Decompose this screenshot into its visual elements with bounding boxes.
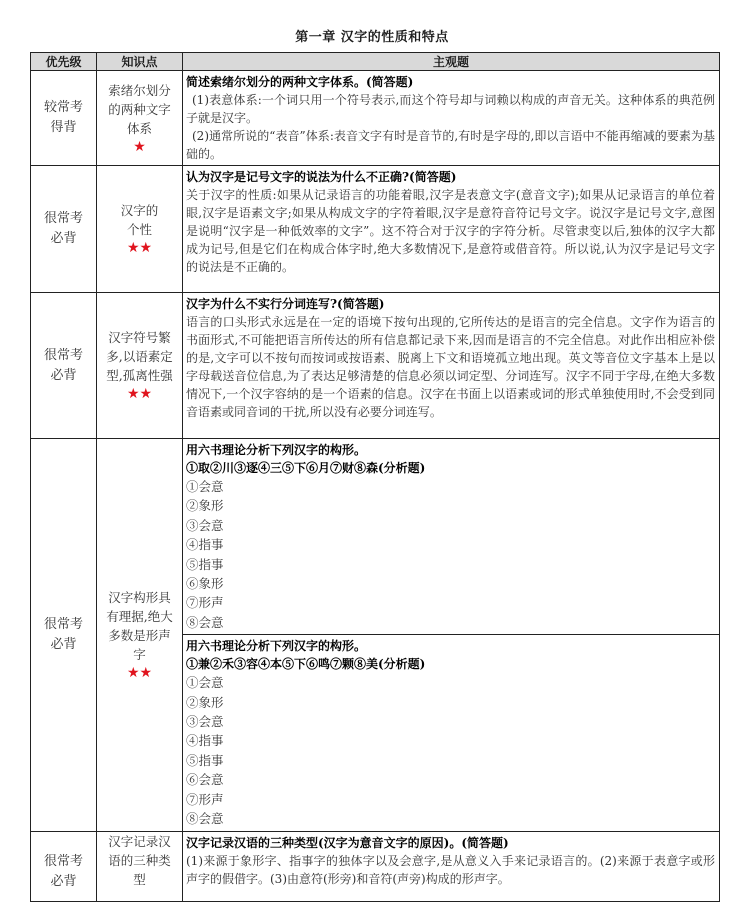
question-title: 简述索绪尔划分的两种文字体系。(简答题) bbox=[186, 75, 414, 89]
star-rating: ★ bbox=[133, 138, 146, 155]
answer-item: ⑤指事 bbox=[186, 752, 224, 768]
question-cell bbox=[183, 635, 720, 831]
answer-item: ⑧会意 bbox=[186, 811, 224, 827]
knowledge-label: 汉字记录汉语的三种类型 bbox=[108, 833, 171, 887]
knowledge-cell bbox=[97, 71, 183, 166]
priority-label: 很常考必背 bbox=[43, 347, 83, 383]
answer-paragraph: 关于汉字的性质:如果从记录语言的功能着眼,汉字是表意文字(意音文字);如果从记录语言的单位着眼,汉字是语素文字;如果从构成文字的字符着眼,汉字是意符音符记号文字。说汉字是记号文字,意图是说明“汉字是一种低效率的文字”。这不符合对于汉字的字符分析。尽管隶变以后,独体的汉字大都成为记号,但是它们在构成合体字时,绝大多数情况下,是意符或借音符。所以说,认为汉字是记号文字的说法是不正确的。 bbox=[186, 188, 715, 274]
answer-item: ④指事 bbox=[186, 733, 224, 749]
answer-item: ②象形 bbox=[186, 498, 224, 514]
table-row bbox=[31, 71, 720, 166]
answer-item: ⑥会意 bbox=[186, 772, 224, 788]
priority-label: 很常考必背 bbox=[43, 853, 83, 889]
answer-item: ⑦形声 bbox=[186, 595, 224, 611]
question-cell bbox=[183, 71, 720, 166]
answer-item: ①会意 bbox=[186, 675, 224, 691]
header-priority: 优先级 bbox=[31, 53, 97, 71]
question-cell bbox=[183, 166, 720, 293]
question-cell bbox=[183, 831, 720, 901]
answer-item: ⑧会意 bbox=[186, 614, 224, 630]
priority-label: 很常考必背 bbox=[43, 616, 83, 652]
knowledge-label: 汉字符号繁多,以语素定型,孤离性强 bbox=[106, 330, 173, 383]
answer-item: ④指事 bbox=[186, 537, 224, 553]
question-prompt: ①取②川③逐④三⑤下⑥月⑦财⑧森(分析题) bbox=[186, 461, 426, 475]
header-knowledge: 知识点 bbox=[97, 53, 183, 71]
answer-item: ③会意 bbox=[186, 517, 224, 533]
knowledge-cell bbox=[97, 439, 183, 832]
table-row bbox=[31, 831, 720, 901]
answer-item: ⑥象形 bbox=[186, 576, 224, 592]
priority-label: 较常考得背 bbox=[43, 100, 83, 135]
answer-paragraph: (2)通常所说的“表音”体系:表音文字有时是音节的,有时是字母的,即以言语中不能再缩减的要素为基础的。 bbox=[186, 129, 715, 161]
knowledge-cell bbox=[97, 831, 183, 901]
knowledge-cell bbox=[97, 293, 183, 439]
star-rating: ★★ bbox=[126, 240, 153, 256]
chapter-title: 第一章 汉字的性质和特点 bbox=[295, 30, 449, 45]
answer-item: ⑦形声 bbox=[186, 791, 224, 807]
table-header-row bbox=[31, 53, 720, 71]
knowledge-label: 索绪尔划分的两种文字体系 bbox=[108, 82, 171, 136]
answer-paragraph: (1)来源于象形字、指事字的独体字以及会意字,是从意义入手来记录语言的。(2)来源于表意字或形声字的假借字。(3)由意符(形旁)和音符(声旁)构成的形声字。 bbox=[186, 853, 715, 886]
knowledge-cell bbox=[97, 166, 183, 293]
answer-item: ③会意 bbox=[186, 714, 224, 730]
priority-cell bbox=[31, 439, 97, 832]
star-rating: ★★ bbox=[126, 664, 153, 681]
table-row bbox=[31, 293, 720, 439]
table-row bbox=[31, 166, 720, 293]
header-subjective: 主观题 bbox=[183, 53, 720, 71]
answer-item: ②象形 bbox=[186, 694, 224, 710]
answer-item: ①会意 bbox=[186, 479, 224, 494]
priority-cell bbox=[31, 831, 97, 901]
answer-paragraph: 语言的口头形式永远是在一定的语境下按句出现的,它所传达的是语言的完全信息。文字作为语言的书面形式,不可能把语言所传达的所有信息都记录下来,因而是语言的不完全信息。对此作出相应补偿的是,文字可以不按句而按词或按语素、脱离上下文和语境孤立地出现。英文等音位文字基本上是以字母载送音位信息,为了表达足够清楚的信息必须以词定型、分词连写。汉字不同于字母,在绝大多数情况下,一个汉字容纳的是一个语素的信息。汉字在书面上以语素或词的形式单独使用时,不会受到同音语素或同音词的干扰,所以没有必要分词连写。 bbox=[186, 315, 715, 419]
priority-cell bbox=[31, 293, 97, 439]
question-title: 汉字记录汉语的三种类型(汉字为意音文字的原因)。(简答题) bbox=[186, 835, 509, 850]
question-title: 用六书理论分析下列汉字的构形。 bbox=[186, 639, 367, 654]
answer-paragraph: (1)表意体系:一个词只用一个符号表示,而这个符号却与词赖以构成的声音无关。这种体系的典范例子就是汉字。 bbox=[186, 93, 715, 125]
question-cell bbox=[183, 293, 720, 439]
table-row bbox=[31, 439, 720, 635]
question-prompt: ①兼②禾③容④本⑤下⑥鸣⑦颗⑧美(分析题) bbox=[186, 657, 426, 672]
question-title: 用六书理论分析下列汉字的构形。 bbox=[186, 443, 367, 457]
question-title: 汉字为什么不实行分词连写?(简答题) bbox=[186, 297, 385, 311]
question-title: 认为汉字是记号文字的说法为什么不正确?(简答题) bbox=[186, 170, 457, 184]
knowledge-label: 汉字构形具有理据,绝大多数是形声字 bbox=[106, 589, 173, 662]
study-table bbox=[30, 52, 720, 902]
knowledge-label: 汉字的个性 bbox=[120, 203, 159, 237]
question-cell bbox=[183, 439, 720, 635]
answer-item: ⑤指事 bbox=[186, 556, 224, 572]
priority-label: 很常考必背 bbox=[43, 211, 83, 246]
star-rating: ★★ bbox=[126, 386, 153, 402]
priority-cell bbox=[31, 71, 97, 166]
priority-cell bbox=[31, 166, 97, 293]
